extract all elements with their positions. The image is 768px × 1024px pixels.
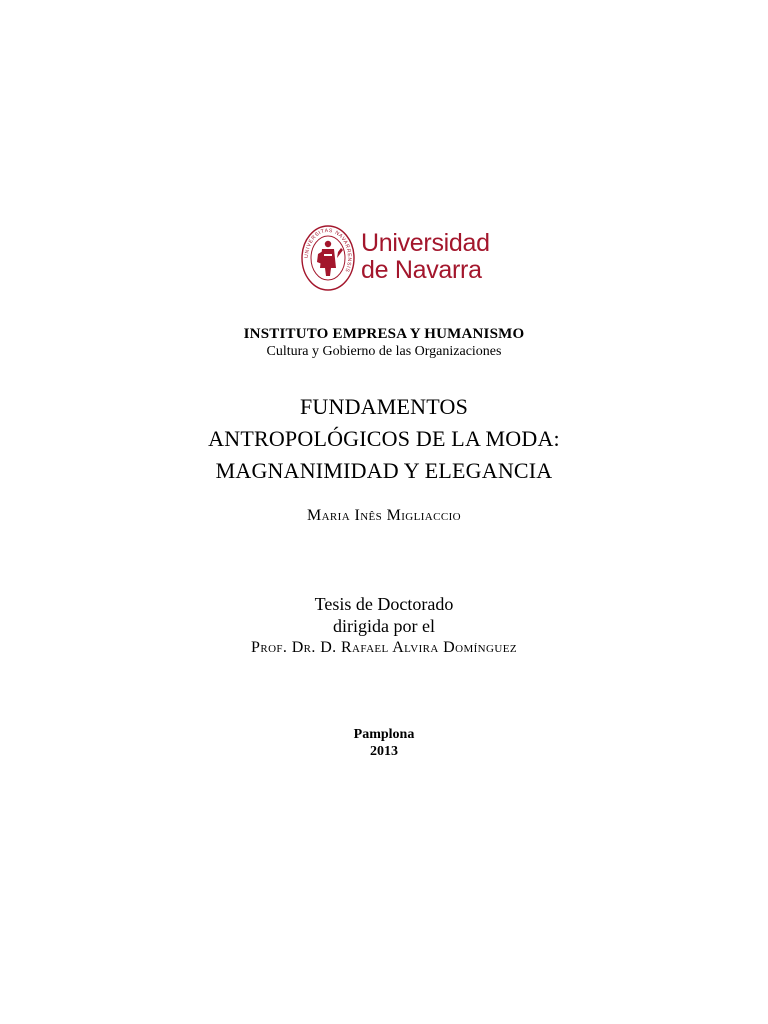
year: 2013	[370, 744, 398, 759]
university-seal-icon	[300, 224, 356, 292]
author-name: Maria Inês Migliaccio	[306, 507, 462, 524]
thesis-info	[0, 593, 768, 637]
university-logo	[300, 222, 490, 296]
university-name	[361, 230, 490, 284]
thesis-title-line1: FUNDAMENTOS	[299, 394, 469, 419]
place-and-year	[0, 726, 768, 760]
university-name-line1: Universidad	[361, 229, 490, 257]
university-name-line2: de Navarra	[361, 256, 482, 284]
thesis-directed-by: dirigida por el	[333, 616, 435, 636]
institute-subtitle: Cultura y Gobierno de las Organizaciones	[266, 344, 502, 359]
thesis-title-line2: ANTROPOLÓGICOS DE LA MODA:	[208, 426, 560, 451]
institute-name: INSTITUTO EMPRESA Y HUMANISMO	[243, 326, 525, 342]
thesis-type: Tesis de Doctorado	[314, 594, 454, 614]
place: Pamplona	[353, 727, 415, 742]
thesis-title	[0, 391, 768, 487]
svg-text:UNIVERSITAS NAVARRENSIS: UNIVERSITAS NAVARRENSIS	[303, 227, 353, 274]
advisor-name: Prof. Dr. D. Rafael Alvira Domínguez	[251, 639, 517, 656]
thesis-title-line3: MAGNANIMIDAD Y ELEGANCIA	[215, 458, 553, 483]
